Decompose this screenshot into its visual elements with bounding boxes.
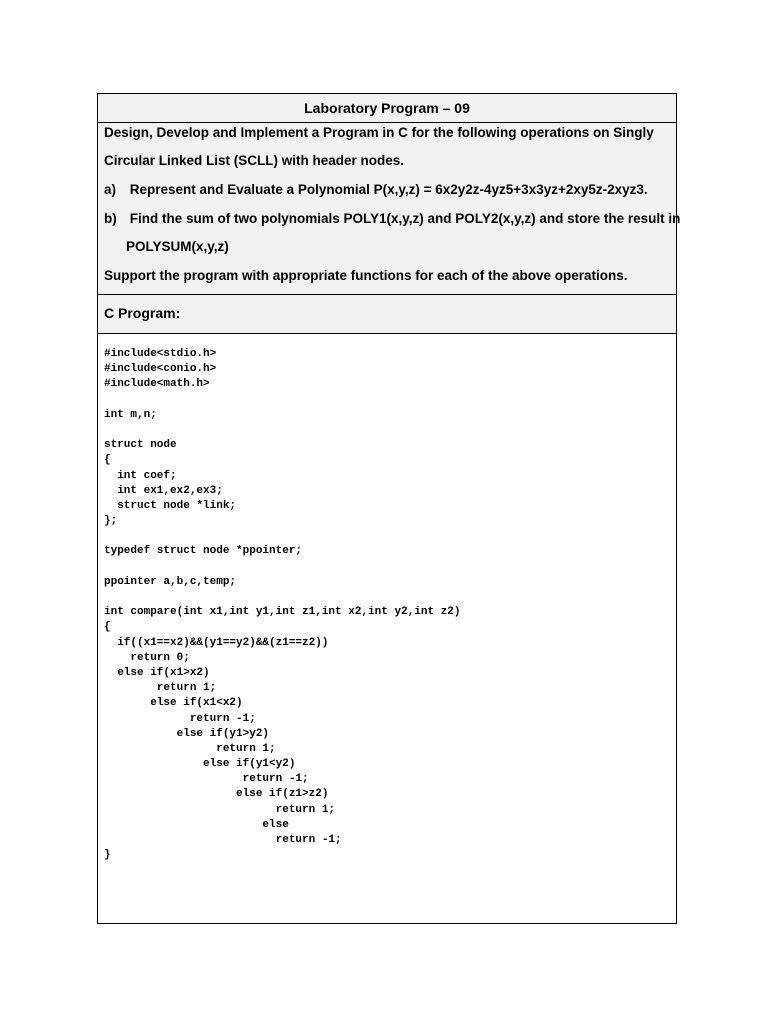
support-line: Support the program with appropriate functions for each of the above operations. xyxy=(104,268,628,283)
item-a-text: Represent and Evaluate a Polynomial P(x,y,z) = 6x2y2z-4yz5+3x3yz+2xy5z-2xyz3. xyxy=(129,182,648,197)
item-a xyxy=(104,182,648,197)
code-line: else if(x1<x2) xyxy=(104,697,243,710)
code-line: } xyxy=(104,849,111,862)
code-line: return 0; xyxy=(104,651,190,664)
code-line xyxy=(104,529,460,544)
code-listing xyxy=(104,347,460,863)
code-line: #include<stdio.h> xyxy=(104,348,217,360)
code-line: return 1; xyxy=(104,803,336,816)
code-line: { xyxy=(104,621,111,634)
program-title: Laboratory Program – 09 xyxy=(98,94,676,123)
item-b-text-line-1: Find the sum of two polynomials POLY1(x,y,z) and POLY2(x,y,z) and store the result in xyxy=(129,211,681,226)
code-line xyxy=(104,423,460,438)
code-line: if((x1==x2)&&(y1==y2)&&(z1==z2)) xyxy=(104,636,329,649)
code-line: return -1; xyxy=(104,834,342,846)
intro-line-2: Circular Linked List (SCLL) with header nodes. xyxy=(104,153,405,168)
code-line: #include<conio.h> xyxy=(104,363,217,376)
lab-program-table xyxy=(97,93,681,924)
code-line: { xyxy=(104,454,111,467)
item-b-marker: b) xyxy=(104,211,117,226)
code-line: int ex1,ex2,ex3; xyxy=(104,484,223,497)
code-line: else xyxy=(104,818,289,831)
item-b-text-line-2: POLYSUM(x,y,z) xyxy=(126,239,229,254)
code-line: ppointer a,b,c,temp; xyxy=(104,575,237,588)
code-line: else if(x1>x2) xyxy=(104,666,210,679)
code-line: int m,n; xyxy=(104,408,157,421)
code-line xyxy=(104,590,460,605)
code-line: }; xyxy=(104,515,118,528)
item-b xyxy=(104,211,680,226)
code-line xyxy=(104,560,460,575)
code-line: return 1; xyxy=(104,742,276,755)
intro-line-1: Design, Develop and Implement a Program in C for the following operations on Singly xyxy=(104,125,654,140)
item-a-marker: a) xyxy=(104,182,117,197)
code-line: else if(y1<y2) xyxy=(104,758,296,771)
code-line: return 1; xyxy=(104,682,217,695)
problem-statement xyxy=(98,123,681,295)
code-heading: C Program: xyxy=(98,295,676,334)
code-line: else if(y1>y2) xyxy=(104,727,270,740)
code-line xyxy=(104,393,460,408)
code-line: struct node xyxy=(104,439,177,452)
code-line: return -1; xyxy=(104,773,309,786)
code-line: else if(z1>z2) xyxy=(104,788,329,801)
code-line: struct node *link; xyxy=(104,499,237,512)
code-line: typedef struct node *ppointer; xyxy=(104,545,303,558)
code-line: int coef; xyxy=(104,469,177,482)
code-line: #include<math.h> xyxy=(104,378,210,391)
code-line: return -1; xyxy=(104,712,256,725)
code-line: int compare(int x1,int y1,int z1,int x2,int y2,int z2) xyxy=(104,606,461,619)
